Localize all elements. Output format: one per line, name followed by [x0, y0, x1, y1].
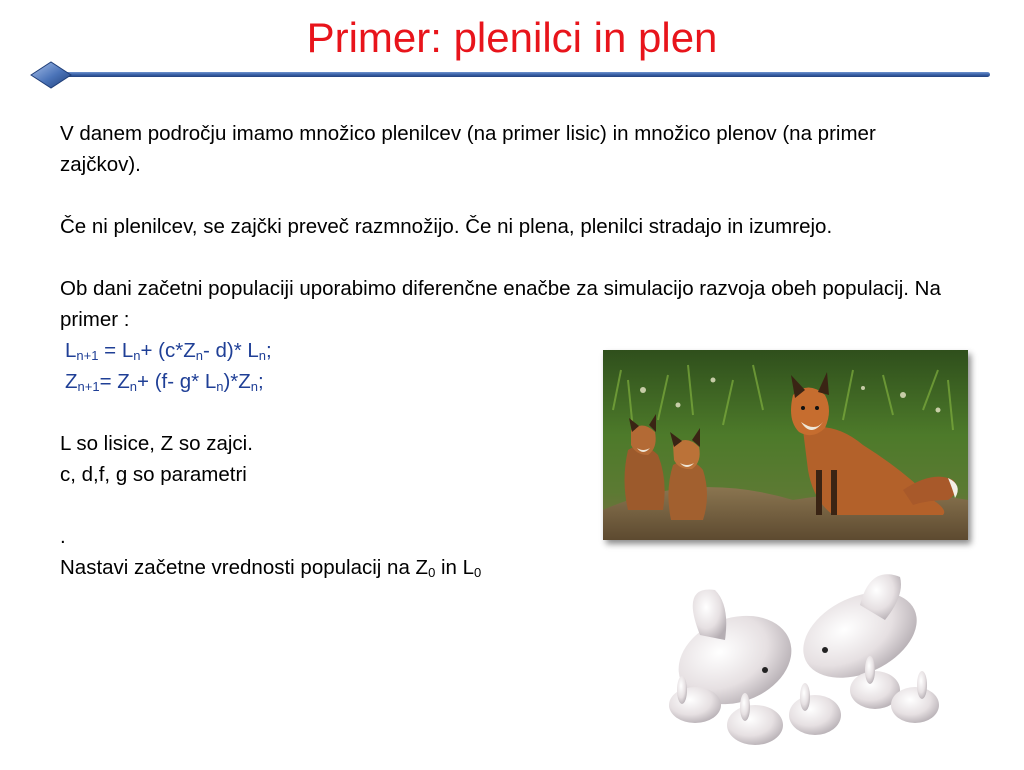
rabbit-figurines-image [660, 565, 950, 765]
paragraph-initial-values: Nastavi začetne vrednosti populacij na $Z_0$ in $L_0$ [60, 556, 482, 580]
equation-foxes: $L_{n+1} = L_n+ (c*Z_n-$ d)* $L_n$; [65, 339, 272, 363]
paragraph-legend: L so lisice, Z so zajci. [60, 432, 253, 455]
paragraph-simulation: Ob dani začetni populaciji uporabimo diferenčne enačbe za simulacijo razvoja obeh populacij. Na primer : [60, 277, 941, 331]
paragraph-parameters: c, d,f, g so parametri [60, 463, 247, 486]
paragraph-balance: Če ni plenilcev, se zajčki preveč razmnožijo. Če ni plena, plenilci stradajo in izumrejo. [60, 215, 833, 238]
fox-photo [603, 350, 968, 540]
paragraph-intro: V danem področju imamo množico plenilcev (na primer lisic) in množico plenov (na primer zajčkov). [60, 122, 876, 176]
equation-rabbits: $Z_{n+1}= Z_n+ (f-$ g* $L_n)*Z_n$; [65, 370, 264, 394]
slide-title: Primer: plenilci in plen [306, 14, 718, 61]
title-divider [30, 58, 992, 92]
paragraph-dot: . [60, 525, 66, 548]
